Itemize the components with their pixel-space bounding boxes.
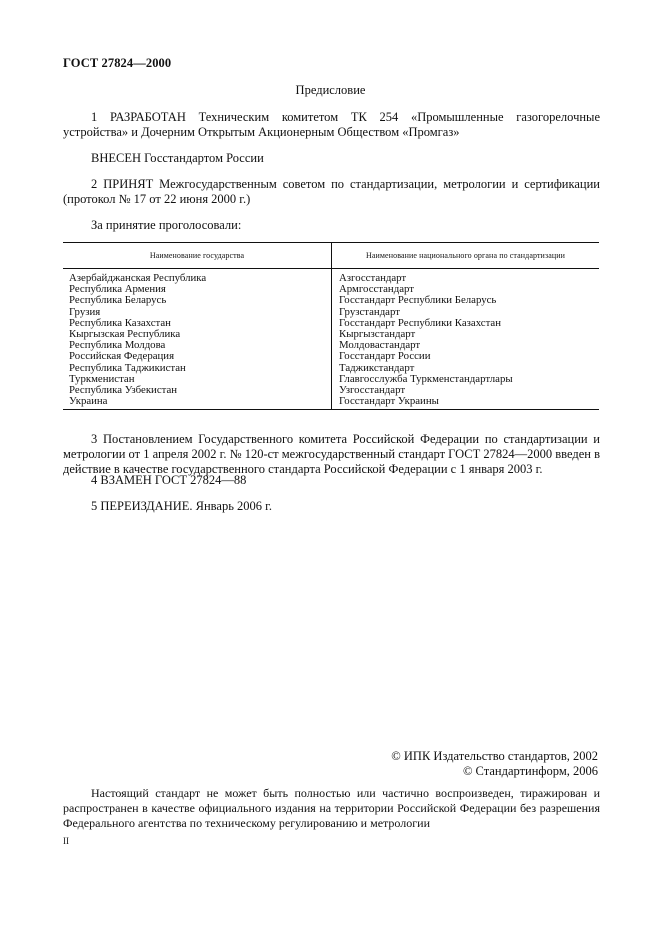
table-cell-body: Таджикстандарт [339, 361, 415, 374]
table-cell-body: Грузстандарт [339, 305, 400, 318]
table-cell-body: Узгосстандарт [339, 384, 406, 397]
table-column-states [69, 273, 206, 407]
voting-table [63, 242, 599, 410]
document-code-header: ГОСТ 27824—2000 [63, 56, 172, 70]
table-cell-body: Азгосстандарт [339, 272, 407, 284]
paragraph-resolution: 3 Постановлением Государственного комитета Российской Федерации по стандартизации и метрологии от 1 апреля 2002 г. № 120-ст межгосударственный стандарт ГОСТ 27824—2000 введен в действие в качестве государственного стандарта Российской Федерации с 1 января 2003 г. [63, 432, 600, 476]
table-cell-state: Туркменистан [69, 372, 135, 385]
table-cell-state: Республика Казахстан [69, 316, 171, 329]
copyright-standartinform: © Стандартинформ, 2006 [462, 764, 598, 778]
table-cell-state: Республика Молдова [69, 339, 166, 352]
paragraph-developed: 1 РАЗРАБОТАН Техническим комитетом ТК 254 «Промышленные газогорелочные устройства» и Дочерним Открытым Акционерным Обществом «Промгаз» [63, 110, 600, 139]
page-number: II [63, 836, 69, 846]
paragraph-introduced: ВНЕСЕН Госстандартом России [91, 151, 264, 165]
table-cell-body: Молдовастандарт [339, 339, 421, 352]
table-cell-body: Госстандарт Республики Казахстан [339, 316, 501, 329]
table-cell-body: Госстандарт Украины [339, 395, 439, 408]
table-cell-body: Госстандарт России [339, 350, 431, 363]
table-cell-state: Российская Федерация [69, 350, 175, 363]
table-cell-body: Госстандарт Республики Беларусь [339, 294, 497, 307]
table-cell-state: Грузия [69, 305, 101, 318]
table-cell-body: Главгосслужба Туркменстандартлары [339, 372, 513, 385]
table-cell-state: Республика Узбекистан [69, 384, 178, 397]
table-cell-state: Азербайджанская Республика [69, 272, 207, 284]
table-cell-state: Кыргызская Республика [69, 328, 181, 341]
voted-intro: За принятие проголосовали: [91, 218, 242, 232]
paragraph-adopted: 2 ПРИНЯТ Межгосударственным советом по стандартизации, метрологии и сертификации (протокол № 17 от 22 июня 2000 г.) [63, 177, 600, 206]
paragraph-reissue: 5 ПЕРЕИЗДАНИЕ. Январь 2006 г. [91, 499, 272, 513]
page-title: Предисловие [295, 83, 366, 97]
table-cell-state: Республика Армения [69, 283, 166, 296]
table-cell-state: Республика Беларусь [69, 294, 167, 307]
table-header-national-body: Наименование национального органа по стандартизации [365, 251, 565, 260]
paragraph-replaces: 4 ВЗАМЕН ГОСТ 27824—88 [91, 473, 247, 487]
copyright-publisher: © ИПК Издательство стандартов, 2002 [391, 749, 598, 763]
table-cell-state: Украина [69, 395, 108, 408]
table-header-divider [63, 268, 599, 269]
table-cell-body: Армгосстандарт [339, 283, 414, 296]
table-header-state: Наименование государства [149, 251, 245, 260]
table-column-bodies [339, 273, 513, 407]
table-cell-body: Кыргызстандарт [339, 328, 416, 341]
reproduction-notice: Настоящий стандарт не может быть полностью или частично воспроизведен, тиражирован и распространен в качестве официального издания на территории Российской Федерации без разрешения Федерального агентства по техническому регулированию и метрологии [63, 786, 600, 830]
table-cell-state: Республика Таджикистан [69, 361, 186, 374]
